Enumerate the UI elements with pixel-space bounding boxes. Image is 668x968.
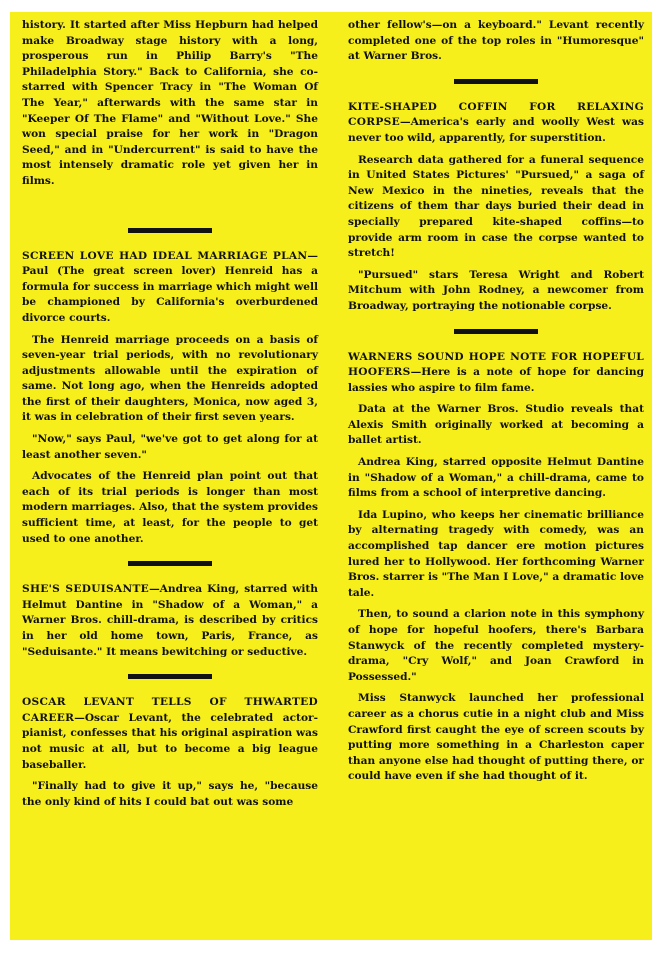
article-lead — [22, 582, 318, 660]
left-column — [22, 18, 318, 816]
lead-text: —Oscar Levant, the celebrated actor-pianist, confesses that his original aspiration was not music at all, but to become a big league baseballer. — [22, 711, 318, 771]
right-column — [348, 18, 644, 791]
article-paragraph: Research data gathered for a funeral sequence in United States Pictures' "Pursued," a saga of New Mexico in the nineties, reveals that the citizens of them thar days buried their dead in specially prepared kite-shaped coffins—to provide arm room in case the corpse wanted to stretch! — [348, 153, 644, 260]
divider-rule — [128, 561, 212, 566]
divider-rule — [128, 674, 212, 679]
headline-kite-coffin: KITE-SHAPED COFFIN FOR RELAXING CORPSE — [348, 100, 644, 129]
divider-rule — [454, 329, 538, 334]
lead-text: —America's early and woolly West was never too wild, apparently, for superstition. — [348, 116, 644, 144]
newspaper-page — [10, 12, 652, 940]
headline-screen-love: SCREEN LOVE HAD IDEAL MARRIAGE PLAN — [22, 249, 308, 262]
lead-text: —Paul (The great screen lover) Henreid has a formula for success in marriage which might well be championed by California's overburdened divorce courts. — [22, 249, 318, 324]
headline-warners: WARNERS SOUND HOPE NOTE FOR HOPEFUL HOOFERS — [348, 350, 644, 379]
article-paragraph: Ida Lupino, who keeps her cinematic brilliance by alternating tragedy with comedy, was an accomplished tap dancer ere motion pictures lured her to Hollywood. Her forthcoming Warner Bros. starrer is "The Man I Love," a dramatic love tale. — [348, 508, 644, 599]
headline-oscar: OSCAR LEVANT TELLS OF THWARTED CAREER — [22, 696, 318, 724]
article-lead — [22, 249, 318, 327]
article-paragraph: The Henreid marriage proceeds on a basis of seven-year trial periods, with no revolutionary adjustments allowable until the expiration of same. Not long ago, when the Henreids adopted the first of their daughters, Monica, now aged 3, it was in celebration of their first seven years. — [22, 333, 318, 424]
spacer — [22, 196, 318, 214]
article-paragraph: other fellow's—on a keyboard." Levant recently completed one of the top roles in "Humoresque" at Warner Bros. — [348, 19, 644, 63]
lead-text: —Andrea King, starred with Helmut Dantine in "Shadow of a Woman," a Warner Bros. chill-drama, is described by critics in her old home town, Paris, France, as "Seduisante." It means bewitching or seductive. — [22, 583, 318, 658]
article-paragraph: Miss Stanwyck launched her professional career as a chorus cutie in a night club and Miss Crawford first caught the eye of screen scouts by putting more something in a Charleston caper than anyone else had thought of putting there, or could have even if she had thought of it. — [348, 692, 644, 783]
article-paragraph: "Now," says Paul, "we've got to get along for at least another seven." — [22, 433, 318, 461]
divider-rule — [128, 228, 212, 233]
article-paragraph: Andrea King, starred opposite Helmut Dantine in "Shadow of a Woman," a chill-drama, came to films from a school of interpretive dancing. — [348, 456, 644, 500]
article-paragraph: Data at the Warner Bros. Studio reveals that Alexis Smith originally worked at becoming a ballet artist. — [348, 403, 644, 447]
article-paragraph: "Pursued" stars Teresa Wright and Robert Mitchum with John Rodney, a newcomer from Broadway, portraying the notionable corpse. — [348, 268, 644, 312]
article-paragraph: history. It started after Miss Hepburn had helped make Broadway stage history with a long, prosperous run in Philip Barry's "The Philadelphia Story." Back to California, she co-starred with Spencer Tracy in "The Woman Of The Year," afterwards with the same star in "Keeper Of The Flame" and "Without Love." She won special praise for her work in "Dragon Seed," and in "Undercurrent" is said to have the most intensely dramatic role yet given her in films. — [22, 19, 318, 187]
article-paragraph: Then, to sound a clarion note in this symphony of hope for hopeful hoofers, there's Barbara Stanwyck of the recently completed mystery-drama, "Cry Wolf," and Joan Crawford in Possessed." — [348, 608, 644, 683]
article-paragraph: "Finally had to give it up," says he, "because the only kind of hits I could bat out was some — [22, 780, 318, 808]
article-lead — [348, 350, 644, 397]
headline-seduisante: SHE'S SEDUISANTE — [22, 583, 150, 596]
lead-text: —Here is a note of hope for dancing lassies who aspire to film fame. — [348, 366, 644, 394]
article-lead — [22, 695, 318, 773]
divider-rule — [454, 79, 538, 84]
article-lead — [348, 100, 644, 147]
article-paragraph: Advocates of the Henreid plan point out that each of its trial periods is longer than most modern marriages. Also, that the system provides sufficient time, at least, for the people to get used to one another. — [22, 470, 318, 545]
